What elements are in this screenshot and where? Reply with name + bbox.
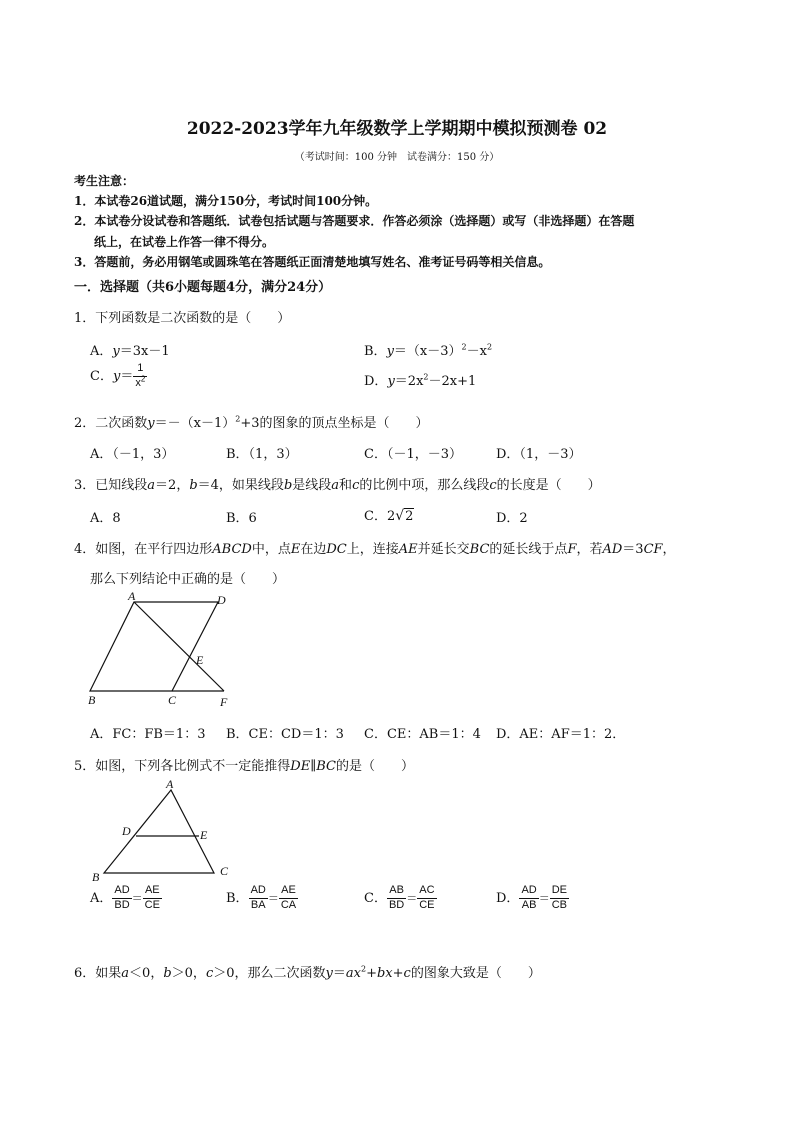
exponent: 2: [360, 964, 367, 974]
option-label: C．2: [364, 509, 396, 524]
variable: a: [331, 478, 340, 493]
numerator: DE: [550, 884, 569, 899]
fraction: [249, 884, 268, 913]
denominator: BD: [388, 898, 405, 911]
question-2-option-a[interactable]: A．（－1，3）: [90, 447, 175, 462]
variable: b: [163, 966, 172, 981]
stem-text: 2．二次函数: [74, 416, 148, 431]
stem-text: 的长度是（ ）: [496, 478, 601, 493]
equals: ＝: [131, 891, 143, 905]
fraction: [112, 884, 131, 913]
point-label-b: B: [92, 870, 100, 884]
stem-text: +: [392, 966, 404, 981]
stem-text: ＝: [332, 966, 346, 981]
notice-item: 纸上，在试卷上作答一律不得分。: [94, 235, 275, 249]
question-5-option-d[interactable]: [496, 884, 569, 913]
variable: c: [205, 966, 214, 981]
denominator: [133, 374, 147, 391]
question-3-option-c[interactable]: [364, 505, 414, 524]
den-text: x: [135, 376, 141, 389]
question-1-option-c[interactable]: [90, 362, 147, 391]
variable: BC: [316, 759, 336, 774]
fraction: [550, 884, 569, 913]
point-label-b: B: [88, 693, 96, 707]
stem-text: ，: [662, 542, 676, 557]
fraction: [133, 362, 147, 391]
numerator: 1: [133, 362, 147, 377]
stem-text: +3的图象的顶点坐标是（ ）: [240, 416, 429, 431]
notice-item: 2．本试卷分设试卷和答题纸．试卷包括试题与答题要求．作答必须涂（选择题）或写（非选择题）在答题: [74, 214, 635, 228]
expression: ＝（x－3）: [393, 344, 462, 359]
fraction: [279, 884, 298, 913]
variable: b: [189, 478, 198, 493]
question-3-option-a[interactable]: A．8: [90, 511, 121, 526]
numerator: AC: [417, 884, 436, 899]
denominator: BA: [250, 898, 266, 911]
denominator: CE: [144, 898, 160, 911]
variable: CF: [643, 542, 663, 557]
numerator: AD: [112, 884, 131, 899]
stem-text: 和: [339, 478, 353, 493]
stem-text: 6．如果: [74, 966, 122, 981]
question-2-stem: [74, 412, 429, 431]
variable: ax: [345, 966, 361, 981]
point-label-d: D: [122, 824, 131, 838]
option-label: B．: [364, 344, 387, 359]
question-1-option-d[interactable]: [364, 370, 476, 389]
question-1-option-a[interactable]: [90, 340, 170, 359]
notice-heading: 考生注意：: [74, 174, 135, 188]
stem-text: 4．如图，在平行四边形: [74, 542, 213, 557]
parallelogram-figure: [86, 592, 266, 710]
point-label-a: A: [166, 778, 174, 791]
fraction: [143, 884, 162, 913]
stem-text: ＝3: [622, 542, 644, 557]
expression: －2x+1: [428, 374, 477, 389]
question-2-option-d[interactable]: D．（1，－3）: [496, 447, 582, 462]
option-label: A．: [90, 344, 113, 359]
denominator: CA: [280, 898, 297, 911]
stem-text: ＞0，: [171, 966, 206, 981]
stem-text: 并延长交: [417, 542, 470, 557]
question-5-option-b[interactable]: [226, 884, 298, 913]
triangle-abc: [104, 790, 214, 873]
exponent: 2: [235, 414, 241, 424]
stem-text: 中，点: [251, 542, 291, 557]
fraction: [417, 884, 436, 913]
denominator: AB: [521, 898, 537, 911]
variable: a: [121, 966, 130, 981]
variable: c: [489, 478, 497, 493]
expression: ＝3x－1: [119, 344, 170, 359]
stem-text: ＝4，如果线段: [197, 478, 284, 493]
parallelogram-abcd: [90, 602, 218, 691]
stem-text: 5．如图，下列各比例式不一定能推得: [74, 759, 291, 774]
numerator: AE: [143, 884, 162, 899]
variable: y: [112, 368, 121, 384]
variable: E: [290, 542, 301, 557]
fraction: [519, 884, 538, 913]
stem-text: 的延长线于点: [489, 542, 568, 557]
question-6-stem: [74, 962, 541, 981]
notice-item: 3．答题前，务必用钢笔或圆珠笔在答题纸正面清楚地填写姓名、准考证号码等相关信息。: [74, 255, 551, 269]
sqrt-sign: √: [395, 508, 405, 524]
denominator: CE: [419, 898, 435, 911]
denominator: CB: [551, 898, 567, 911]
question-3-option-d[interactable]: D．2: [496, 511, 528, 526]
section-heading: 一．选择题（共6小题每题4分，满分24分）: [74, 280, 332, 295]
stem-text: 上，连接: [346, 542, 399, 557]
numerator: AB: [387, 884, 406, 899]
point-label-e: E: [200, 828, 208, 842]
denominator: BD: [114, 898, 130, 911]
equals: ＝: [406, 891, 418, 905]
point-label-c: C: [168, 693, 177, 707]
question-1-stem: 1．下列函数是二次函数的是（ ）: [74, 311, 291, 326]
variable: bx: [376, 966, 393, 981]
question-5-stem: [74, 755, 414, 774]
expression: －x: [466, 344, 487, 359]
stem-text: 的比例中项，那么线段: [359, 478, 490, 493]
point-label-a: A: [128, 592, 136, 603]
stem-text: 在边: [300, 542, 327, 557]
variable: DE: [290, 759, 311, 774]
stem-text: ∥: [310, 759, 317, 774]
stem-text: 3．已知线段: [74, 478, 148, 493]
question-4-stem-line1: [74, 538, 676, 557]
variable: DC: [326, 542, 347, 557]
variable: F: [567, 542, 577, 557]
question-3-option-b[interactable]: B．6: [226, 511, 257, 526]
stem-text: ＝2，: [155, 478, 190, 493]
stem-text: ＜0，: [129, 966, 164, 981]
question-4-option-b[interactable]: B．CE：CD＝1：3: [226, 727, 344, 742]
exponent: 2: [140, 374, 146, 384]
notice-item: 1．本试卷26道试题，满分150分，考试时间100分钟。: [74, 194, 378, 208]
triangle-figure: [86, 778, 246, 884]
question-4-stem-line2: 那么下列结论中正确的是（ ）: [90, 572, 286, 587]
numerator: AD: [249, 884, 268, 899]
variable: c: [403, 966, 411, 981]
question-4-option-a[interactable]: A．FC：FB＝1：3: [90, 727, 206, 742]
stem-text: +: [366, 966, 377, 981]
radicand: 2: [405, 509, 414, 524]
option-label: D．: [364, 374, 388, 389]
exam-info: （考试时间：100 分钟 试卷满分：150 分）: [294, 152, 500, 163]
variable: a: [147, 478, 156, 493]
variable: y: [387, 374, 395, 389]
option-label: C．: [90, 368, 113, 384]
point-label-d: D: [217, 593, 226, 607]
variable: BC: [469, 542, 490, 557]
expression: ＝2x: [394, 374, 424, 389]
stem-text: ＝－（x－1）: [154, 416, 236, 431]
variable: y: [112, 344, 120, 359]
exponent: 2: [486, 342, 493, 352]
variable: b: [283, 478, 293, 493]
point-label-e: E: [196, 653, 204, 667]
question-3-stem: [74, 474, 601, 493]
option-label: C．: [364, 890, 387, 906]
variable: AD: [602, 542, 623, 557]
stem-text: 的是（ ）: [335, 759, 414, 774]
variable: y: [325, 966, 333, 981]
question-4-option-d[interactable]: D．AE：AF＝1：2．: [496, 727, 626, 742]
question-5-option-c[interactable]: [364, 884, 437, 913]
question-2-option-c[interactable]: C．（－1，－3）: [364, 447, 462, 462]
equals: ＝: [538, 891, 550, 905]
exponent: 2: [423, 372, 429, 382]
point-label-c: C: [220, 864, 229, 878]
stem-text: 是线段: [292, 478, 332, 493]
variable: AE: [398, 542, 418, 557]
numerator: AE: [279, 884, 298, 899]
question-4-option-c[interactable]: C．CE：AB＝1：4: [364, 727, 481, 742]
variable: ABCD: [212, 542, 252, 557]
option-label: B．: [226, 890, 249, 906]
fraction: [387, 884, 406, 913]
question-2-option-b[interactable]: B．（1，3）: [226, 447, 298, 462]
question-1-option-b[interactable]: [364, 340, 492, 359]
option-label: A．: [90, 890, 113, 906]
option-label: D．: [496, 890, 520, 906]
stem-text: ＞0，那么二次函数: [213, 966, 326, 981]
equals: ＝: [267, 891, 279, 905]
stem-text: 的图象大致是（ ）: [410, 966, 541, 981]
variable: y: [386, 344, 394, 359]
page-title: 2022-2023学年九年级数学上学期期中模拟预测卷 02: [186, 119, 608, 139]
question-5-option-a[interactable]: [90, 884, 162, 913]
variable: c: [352, 478, 360, 493]
point-label-f: F: [220, 695, 228, 709]
exponent: 2: [461, 342, 467, 352]
numerator: AD: [519, 884, 538, 899]
equals: ＝: [120, 368, 134, 384]
variable: y: [147, 416, 155, 431]
stem-text: ，若: [576, 542, 603, 557]
